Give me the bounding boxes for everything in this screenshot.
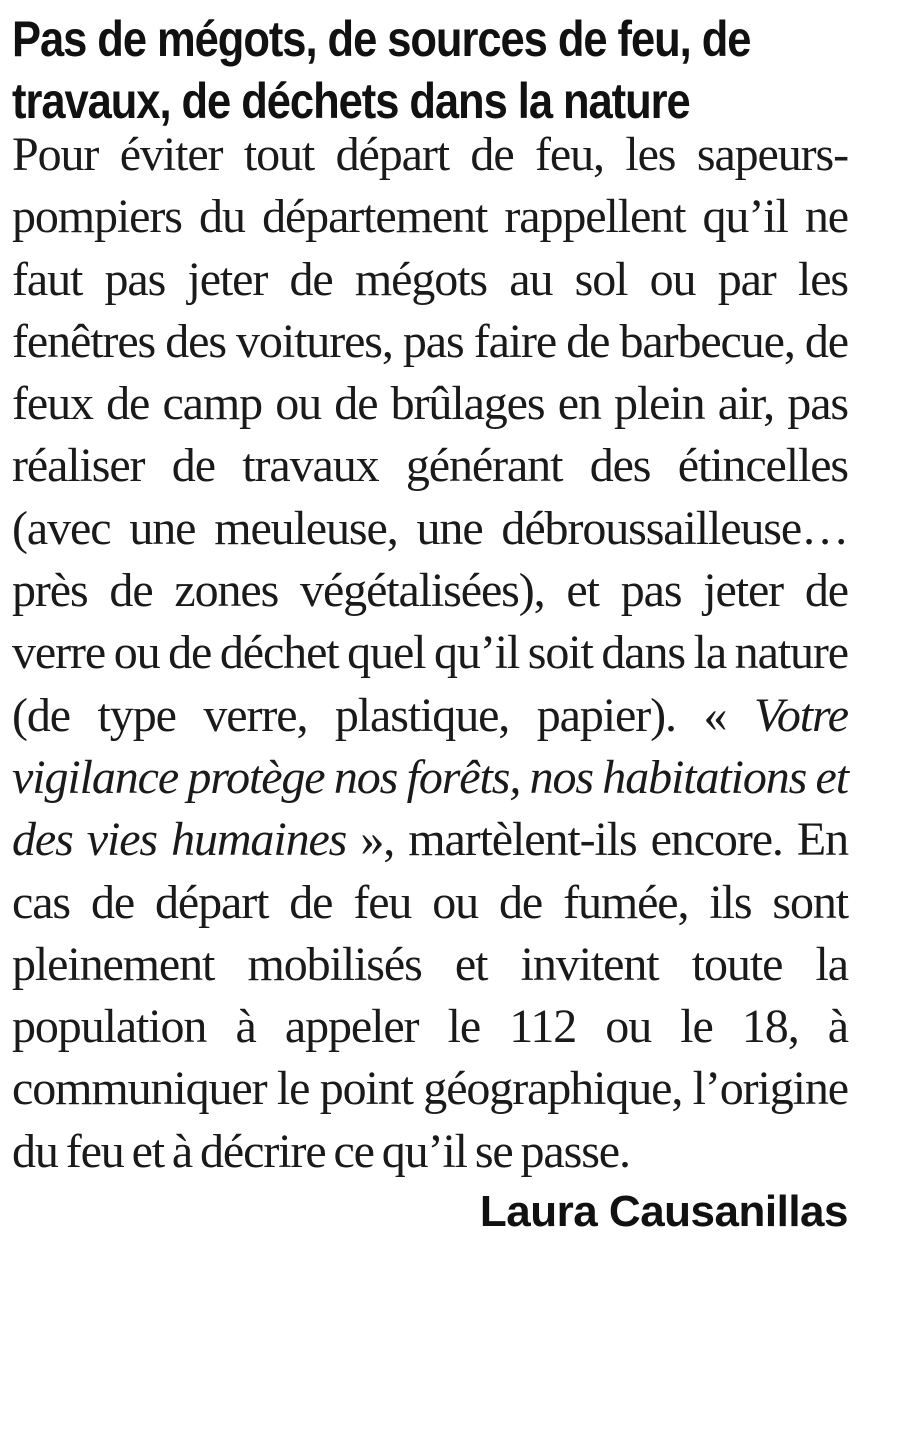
body-text-after-quote: , martèlent-ils encore. En cas de départ de feu ou de fumée, ils sont pleinement mobilisés et invitent toute la population à appeler le 112 ou le 18, à communiquer le point géographique, l’origine du feu et à décrire ce qu’il se passe. <box>12 813 849 1178</box>
quote-text: Votre vigilance protège nos forêts, nos habitations et des vies humaines <box>12 688 848 867</box>
quote-close-mark: » <box>360 813 384 867</box>
article-body <box>12 124 848 1183</box>
quote-open-mark: « <box>703 688 727 742</box>
body-text-before-quote: Pour éviter tout départ de feu, les sapeurs-pompiers du département rappellent qu’il ne faut pas jeter de mégots au sol ou par les fenêtres des voitures, pas faire de barbecue, de feux de camp ou de brûlages en plein air, pas réaliser de travaux générant des étincelles (avec une meuleuse, une débroussailleuse… près de zones végétalisées), et pas jeter de verre ou de déchet quel qu’il soit dans la nature (de type verre, plastique, papier). <box>12 128 848 742</box>
article-headline: Pas de mégots, de sources de feu, de travaux, de déchets dans la nature <box>12 11 751 129</box>
article <box>12 8 848 1239</box>
author-byline: Laura Causanillas <box>479 1187 848 1237</box>
